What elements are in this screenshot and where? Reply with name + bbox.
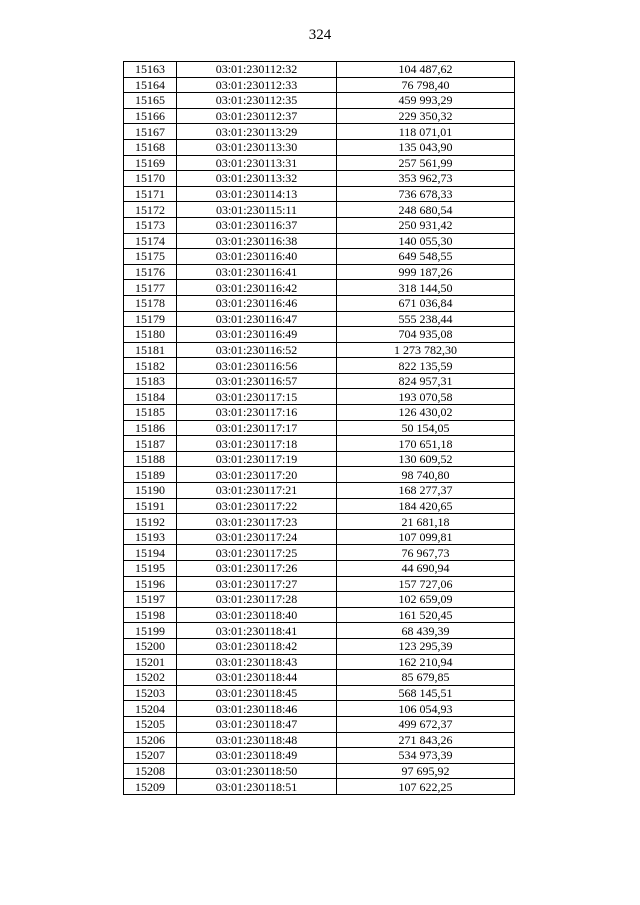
value-cell: 130 609,52: [337, 451, 515, 467]
row-number-cell: 15185: [124, 405, 177, 421]
value-cell: 50 154,05: [337, 420, 515, 436]
table-row: [124, 498, 515, 514]
table-row: [124, 77, 515, 93]
cadastral-number-cell: 03:01:230117:22: [177, 498, 337, 514]
table-row: [124, 155, 515, 171]
value-cell: 568 145,51: [337, 685, 515, 701]
cadastral-number-cell: 03:01:230118:48: [177, 732, 337, 748]
row-number-cell: 15205: [124, 716, 177, 732]
cadastral-number-cell: 03:01:230118:44: [177, 670, 337, 686]
value-cell: 353 962,73: [337, 171, 515, 187]
row-number-cell: 15165: [124, 93, 177, 109]
table-row: [124, 171, 515, 187]
value-cell: 534 973,39: [337, 748, 515, 764]
value-cell: 499 672,37: [337, 716, 515, 732]
cadastral-number-cell: 03:01:230117:19: [177, 451, 337, 467]
row-number-cell: 15175: [124, 249, 177, 265]
value-cell: 168 277,37: [337, 483, 515, 499]
cadastral-number-cell: 03:01:230116:57: [177, 373, 337, 389]
row-number-cell: 15208: [124, 763, 177, 779]
value-cell: 76 798,40: [337, 77, 515, 93]
table-row: [124, 295, 515, 311]
value-cell: 123 295,39: [337, 638, 515, 654]
table-row: [124, 763, 515, 779]
row-number-cell: 15209: [124, 779, 177, 795]
table-row: [124, 514, 515, 530]
cadastral-number-cell: 03:01:230112:33: [177, 77, 337, 93]
cadastral-number-cell: 03:01:230112:32: [177, 62, 337, 78]
row-number-cell: 15188: [124, 451, 177, 467]
cadastral-number-cell: 03:01:230116:37: [177, 217, 337, 233]
row-number-cell: 15179: [124, 311, 177, 327]
table-row: [124, 638, 515, 654]
value-cell: 140 055,30: [337, 233, 515, 249]
table-row: [124, 264, 515, 280]
table-row: [124, 561, 515, 577]
cadastral-number-cell: 03:01:230112:37: [177, 108, 337, 124]
table-row: [124, 623, 515, 639]
table-row: [124, 389, 515, 405]
cadastral-number-cell: 03:01:230117:21: [177, 483, 337, 499]
row-number-cell: 15173: [124, 217, 177, 233]
row-number-cell: 15180: [124, 327, 177, 343]
cadastral-number-cell: 03:01:230117:23: [177, 514, 337, 530]
value-cell: 157 727,06: [337, 576, 515, 592]
table-row: [124, 233, 515, 249]
row-number-cell: 15182: [124, 358, 177, 374]
table-row: [124, 311, 515, 327]
value-cell: 118 071,01: [337, 124, 515, 140]
value-cell: 229 350,32: [337, 108, 515, 124]
table-body: [124, 62, 515, 795]
row-number-cell: 15187: [124, 436, 177, 452]
table-row: [124, 670, 515, 686]
row-number-cell: 15193: [124, 529, 177, 545]
row-number-cell: 15199: [124, 623, 177, 639]
cadastral-number-cell: 03:01:230114:13: [177, 186, 337, 202]
row-number-cell: 15176: [124, 264, 177, 280]
table-row: [124, 451, 515, 467]
cadastral-number-cell: 03:01:230118:40: [177, 607, 337, 623]
cadastral-number-cell: 03:01:230116:52: [177, 342, 337, 358]
table-row: [124, 732, 515, 748]
row-number-cell: 15197: [124, 592, 177, 608]
table-row: [124, 716, 515, 732]
table-row: [124, 576, 515, 592]
table-row: [124, 358, 515, 374]
value-cell: 248 680,54: [337, 202, 515, 218]
value-cell: 76 967,73: [337, 545, 515, 561]
table-row: [124, 607, 515, 623]
table-row: [124, 139, 515, 155]
table-row: [124, 327, 515, 343]
cadastral-number-cell: 03:01:230117:16: [177, 405, 337, 421]
row-number-cell: 15169: [124, 155, 177, 171]
cadastral-number-cell: 03:01:230113:30: [177, 139, 337, 155]
value-cell: 193 070,58: [337, 389, 515, 405]
table-row: [124, 467, 515, 483]
value-cell: 162 210,94: [337, 654, 515, 670]
row-number-cell: 15177: [124, 280, 177, 296]
row-number-cell: 15200: [124, 638, 177, 654]
row-number-cell: 15196: [124, 576, 177, 592]
table-row: [124, 420, 515, 436]
value-cell: 107 099,81: [337, 529, 515, 545]
cadastral-number-cell: 03:01:230113:31: [177, 155, 337, 171]
table-row: [124, 93, 515, 109]
table-row: [124, 405, 515, 421]
row-number-cell: 15184: [124, 389, 177, 405]
value-cell: 104 487,62: [337, 62, 515, 78]
row-number-cell: 15181: [124, 342, 177, 358]
value-cell: 271 843,26: [337, 732, 515, 748]
value-cell: 1 273 782,30: [337, 342, 515, 358]
cadastral-number-cell: 03:01:230118:47: [177, 716, 337, 732]
row-number-cell: 15178: [124, 295, 177, 311]
row-number-cell: 15195: [124, 561, 177, 577]
value-cell: 161 520,45: [337, 607, 515, 623]
cadastral-number-cell: 03:01:230116:47: [177, 311, 337, 327]
row-number-cell: 15203: [124, 685, 177, 701]
table-row: [124, 186, 515, 202]
table-row: [124, 108, 515, 124]
cadastral-number-cell: 03:01:230117:20: [177, 467, 337, 483]
row-number-cell: 15171: [124, 186, 177, 202]
value-cell: 704 935,08: [337, 327, 515, 343]
value-cell: 999 187,26: [337, 264, 515, 280]
row-number-cell: 15194: [124, 545, 177, 561]
table-row: [124, 654, 515, 670]
table-row: [124, 779, 515, 795]
value-cell: 824 957,31: [337, 373, 515, 389]
value-cell: 98 740,80: [337, 467, 515, 483]
cadastral-number-cell: 03:01:230118:46: [177, 701, 337, 717]
table-row: [124, 592, 515, 608]
cadastral-number-cell: 03:01:230116:41: [177, 264, 337, 280]
cadastral-number-cell: 03:01:230118:42: [177, 638, 337, 654]
cadastral-number-cell: 03:01:230116:49: [177, 327, 337, 343]
value-cell: 170 651,18: [337, 436, 515, 452]
value-cell: 649 548,55: [337, 249, 515, 265]
table-row: [124, 342, 515, 358]
row-number-cell: 15163: [124, 62, 177, 78]
row-number-cell: 15204: [124, 701, 177, 717]
table-row: [124, 217, 515, 233]
cadastral-number-cell: 03:01:230117:18: [177, 436, 337, 452]
value-cell: 97 695,92: [337, 763, 515, 779]
value-cell: 102 659,09: [337, 592, 515, 608]
cadastral-number-cell: 03:01:230116:46: [177, 295, 337, 311]
value-cell: 822 135,59: [337, 358, 515, 374]
table-row: [124, 124, 515, 140]
cadastral-number-cell: 03:01:230113:32: [177, 171, 337, 187]
table-row: [124, 373, 515, 389]
cadastral-number-cell: 03:01:230115:11: [177, 202, 337, 218]
row-number-cell: 15207: [124, 748, 177, 764]
row-number-cell: 15166: [124, 108, 177, 124]
cadastral-number-cell: 03:01:230117:24: [177, 529, 337, 545]
cadastral-number-cell: 03:01:230117:17: [177, 420, 337, 436]
row-number-cell: 15164: [124, 77, 177, 93]
cadastral-number-cell: 03:01:230116:40: [177, 249, 337, 265]
row-number-cell: 15167: [124, 124, 177, 140]
row-number-cell: 15201: [124, 654, 177, 670]
table-row: [124, 483, 515, 499]
row-number-cell: 15206: [124, 732, 177, 748]
value-cell: 126 430,02: [337, 405, 515, 421]
table-row: [124, 545, 515, 561]
cadastral-number-cell: 03:01:230118:43: [177, 654, 337, 670]
row-number-cell: 15168: [124, 139, 177, 155]
cadastral-value-table: [123, 61, 515, 795]
row-number-cell: 15198: [124, 607, 177, 623]
value-cell: 107 622,25: [337, 779, 515, 795]
cadastral-number-cell: 03:01:230117:26: [177, 561, 337, 577]
table-row: [124, 701, 515, 717]
table-row: [124, 748, 515, 764]
row-number-cell: 15190: [124, 483, 177, 499]
row-number-cell: 15189: [124, 467, 177, 483]
cadastral-number-cell: 03:01:230116:42: [177, 280, 337, 296]
row-number-cell: 15202: [124, 670, 177, 686]
cadastral-number-cell: 03:01:230118:41: [177, 623, 337, 639]
cadastral-number-cell: 03:01:230116:56: [177, 358, 337, 374]
value-cell: 257 561,99: [337, 155, 515, 171]
value-cell: 250 931,42: [337, 217, 515, 233]
page-number: 324: [308, 27, 332, 43]
row-number-cell: 15183: [124, 373, 177, 389]
value-cell: 135 043,90: [337, 139, 515, 155]
row-number-cell: 15174: [124, 233, 177, 249]
table-row: [124, 529, 515, 545]
value-cell: 736 678,33: [337, 186, 515, 202]
value-cell: 671 036,84: [337, 295, 515, 311]
cadastral-number-cell: 03:01:230117:27: [177, 576, 337, 592]
cadastral-number-cell: 03:01:230117:28: [177, 592, 337, 608]
cadastral-number-cell: 03:01:230118:45: [177, 685, 337, 701]
value-cell: 184 420,65: [337, 498, 515, 514]
cadastral-number-cell: 03:01:230117:15: [177, 389, 337, 405]
cadastral-number-cell: 03:01:230118:49: [177, 748, 337, 764]
cadastral-number-cell: 03:01:230117:25: [177, 545, 337, 561]
row-number-cell: 15186: [124, 420, 177, 436]
row-number-cell: 15191: [124, 498, 177, 514]
value-cell: 85 679,85: [337, 670, 515, 686]
value-cell: 555 238,44: [337, 311, 515, 327]
value-cell: 318 144,50: [337, 280, 515, 296]
table-row: [124, 62, 515, 78]
row-number-cell: 15170: [124, 171, 177, 187]
row-number-cell: 15172: [124, 202, 177, 218]
table-row: [124, 685, 515, 701]
table-row: [124, 249, 515, 265]
value-cell: 44 690,94: [337, 561, 515, 577]
value-cell: 68 439,39: [337, 623, 515, 639]
cadastral-number-cell: 03:01:230118:50: [177, 763, 337, 779]
value-cell: 21 681,18: [337, 514, 515, 530]
table-row: [124, 280, 515, 296]
value-cell: 459 993,29: [337, 93, 515, 109]
row-number-cell: 15192: [124, 514, 177, 530]
table-row: [124, 436, 515, 452]
cadastral-number-cell: 03:01:230112:35: [177, 93, 337, 109]
value-cell: 106 054,93: [337, 701, 515, 717]
cadastral-number-cell: 03:01:230116:38: [177, 233, 337, 249]
cadastral-number-cell: 03:01:230113:29: [177, 124, 337, 140]
table-row: [124, 202, 515, 218]
cadastral-number-cell: 03:01:230118:51: [177, 779, 337, 795]
